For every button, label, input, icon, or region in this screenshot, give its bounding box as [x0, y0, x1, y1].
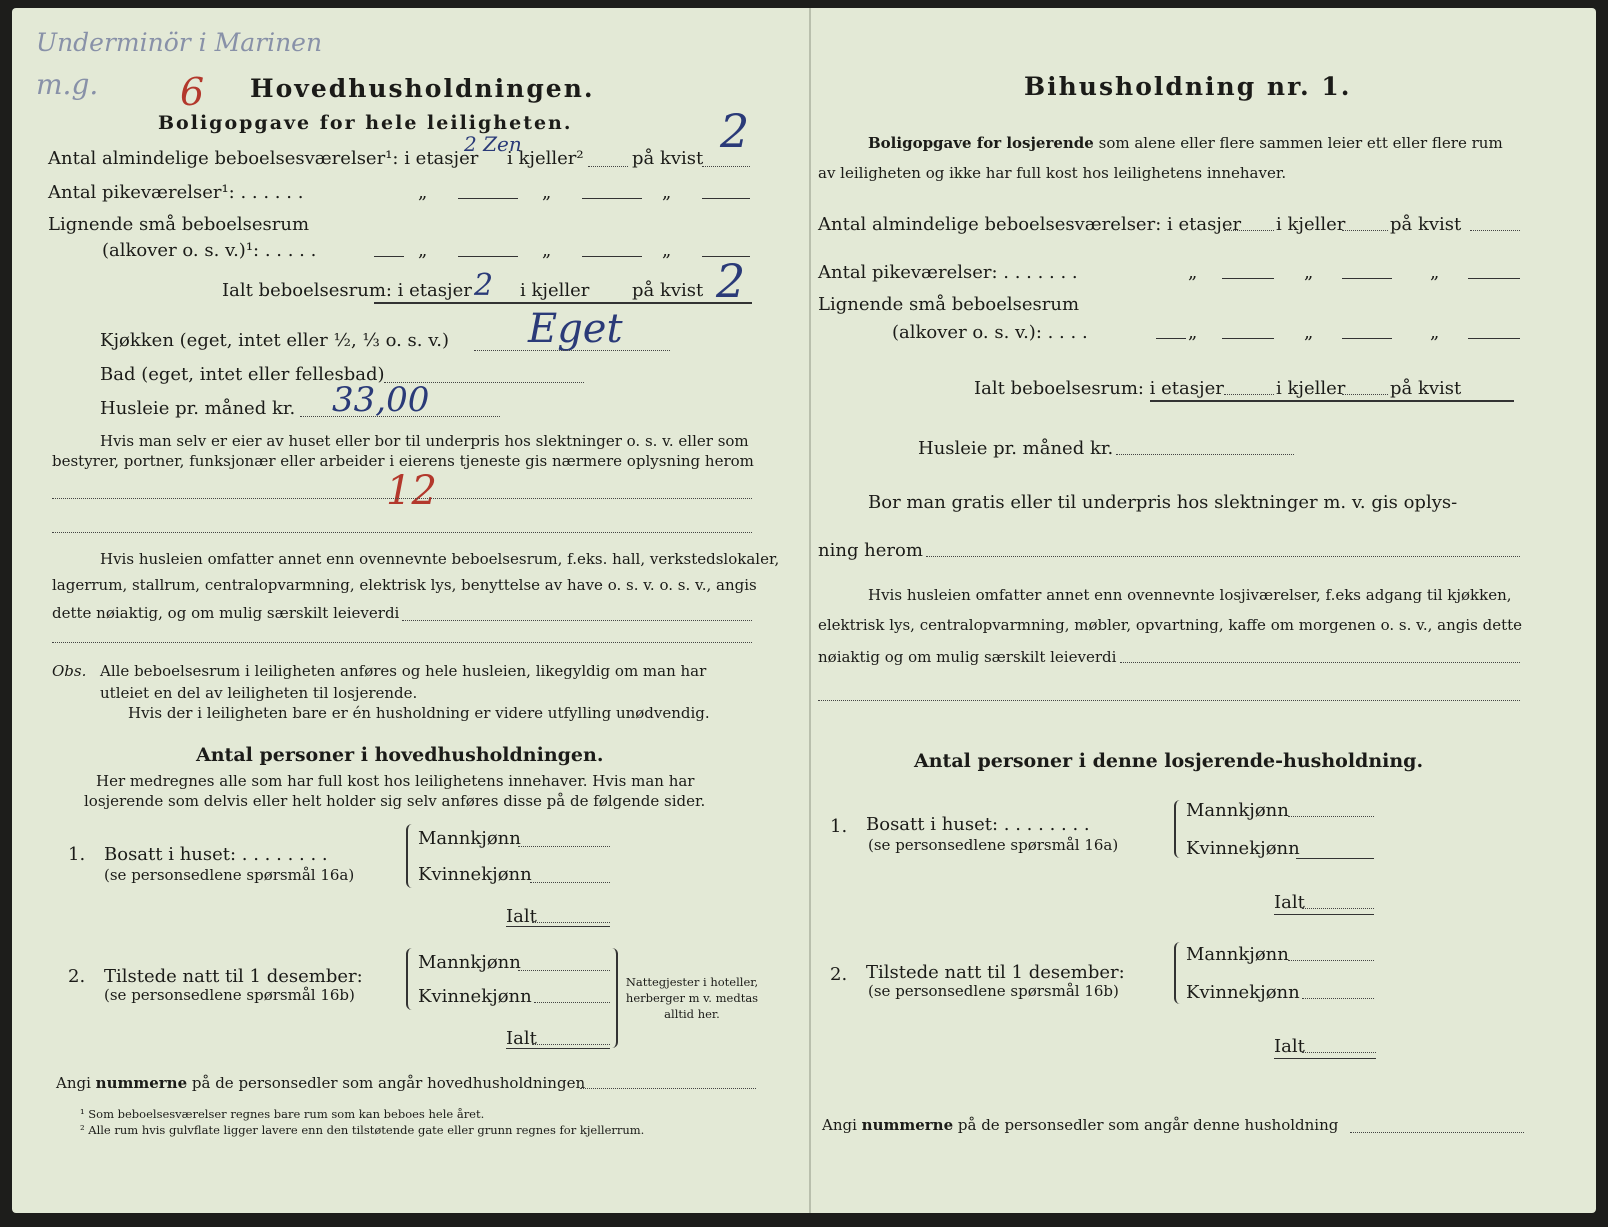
r-present-sublabel: (se personsedlene spørsmål 16b) [868, 982, 1119, 1000]
present-label: Tilstede natt til 1 desember: [104, 966, 363, 987]
r-resident-sublabel: (se personsedlene spørsmål 16a) [868, 836, 1119, 854]
resident-label: Bosatt i huset: . . . . . . . . [104, 844, 328, 865]
r-resident-female-label: Kvinnekjønn [1186, 838, 1300, 859]
handwritten-mark: m.g. [36, 68, 99, 101]
r-resident-label: Bosatt i huset: . . . . . . . . [866, 814, 1090, 835]
r-present-female-label: Kvinnekjønn [1186, 982, 1300, 1003]
obs-label: Obs. [52, 662, 87, 680]
resident-female-label: Kvinnekjønn [418, 864, 532, 885]
present-number: 2. [68, 966, 86, 987]
r-present-label: Tilstede natt til 1 desember: [866, 962, 1125, 983]
alcoves-label: (alkover o. s. v.)¹: . . . . . [102, 240, 317, 261]
handwritten-rent: 33,00 [332, 380, 430, 420]
r-total-cellar-label: i kjeller [1276, 378, 1346, 399]
kitchen-label: Kjøkken (eget, intet eller ½, ⅓ o. s. v.) [100, 330, 449, 351]
r-small-rooms-label: Lignende små beboelsesrum [818, 294, 1080, 315]
obs-line3: Hvis der i leiligheten bare er én husholdning er videre utfylling unødvendig. [128, 704, 710, 722]
r-persons-heading: Antal personer i denne losjerende-husholdning. [914, 750, 1424, 772]
footnote-2: ² Alle rum hvis gulvflate ligger lavere enn den tilstøtende gate eller grunn regnes for kjellerrum. [80, 1123, 645, 1137]
owner-note-line1: Hvis man selv er eier av huset eller bor til underpris hos slektninger o. s. v. eller som [100, 432, 749, 450]
owner-note-line2: bestyrer, portner, funksjonær eller arbeider i eierens tjeneste gis nærmere oplysning herom [52, 452, 754, 470]
r-rooms-cellar-label: i kjeller [1276, 214, 1346, 235]
rent-includes-line3: dette nøiaktig, og om mulig særskilt leieverdi [52, 604, 400, 622]
obs-line2: utleiet en del av leiligheten til losjerende. [100, 684, 418, 702]
r-present-male-label: Mannkjønn [1186, 944, 1289, 965]
bath-label: Bad (eget, intet eller fellesbad) [100, 364, 385, 385]
footnote-1: ¹ Som beboelsesværelser regnes bare rum som kan beboes hele året. [80, 1107, 485, 1121]
r-present-total-label: Ialt [1274, 1036, 1305, 1057]
persons-note-line1: Her medregnes alle som har full kost hos leilighetens innehaver. Hvis man har [96, 772, 695, 790]
total-cellar-label: i kjeller [520, 280, 590, 301]
handwritten-number-red: 6 [180, 70, 205, 114]
census-form-sheet: Underminör i Marinen m.g. 6 Hovedhusholdningen. Boligopgave for hele leiligheten. 2 Antal almindelige beboelsesværelser¹: i etasjer 2 Zen i kjeller² på kvist Antal pikeværelser¹: . . . . . . „ „ „ Lignende små beboelsesrum (alkover o. s. v.)¹: . . . . . „ „ „ Ialt beboelsesrum: i etasjer 2 i kjeller på kvist 2 Kjøkken (eget, intet eller ½, ⅓ o. s. v.) Eget Bad (eget, intet eller fellesbad) Husleie pr. måned kr. 33,00 Hvis man selv er eier av huset eller bor til underpris hos slektninger o. s. v. eller som bestyrer, portner, funksjonær eller arbeider i eierens tjeneste gis nærmere oplysning herom 12 Hvis husleien omfatter annet enn ovennevnte beboelsesrum, f.eks. hall, verkstedslokaler, lagerrum, stallrum, centralopvarmning, elektrisk lys, benyttelse av have o. s. v. o. s. v., angis dette nøiaktig, og om mulig særskilt leieverdi Obs. Alle beboelsesrum i leiligheten anføres og hele husleien, likegyldig om man har utleiet en del av leiligheten til losjerende. Hvis der i leiligheten bare er én husholdning er videre utfylling unødvendig. Antal personer i hovedhusholdningen. Her medregnes alle som har full kost hos leilighetens innehaver. Hvis man har losjerende som delvis eller helt holder sig selv anføres disse på de følgende sider. 1. Bosatt i huset: . . . . . . . . (se personsedlene spørsmål 16a) Mannkjønn Kvinnekjønn Ialt 2. Tilstede natt til 1 desember: (se personsedlene spørsmål 16b) Mannkjønn Kvinnekjønn Ialt Nattegjester i hoteller, herberger m v. medtas alltid her. Angi nummerne på de personsedler som angår hovedhusholdningen ¹ Som beboelsesværelser regnes bare rum som kan beboes hele året. ² Alle rum hvis gulvflate ligger lavere enn den tilstøtende gate eller grunn regnes for kjellerrum. Bihusholdning nr. 1. Boligopgave for losjerende som alene eller flere sammen leier ett eller flere rum av leiligheten og ikke har full kost hos leilighetens innehaver. Antal almindelige beboelsesværelser: i etasjer i kjeller på kvist Antal pikeværelser: . . . . . . . „ „ „ Lignende små beboelsesrum (alkover o. s. v.): . . . . „ „ „ Ialt beboelsesrum: i etasjer i kjeller på kvist Husleie pr. måned kr. Bor man gratis eller til underpris hos slektninger m. v. gis oplys- ning herom Hvis husleien omfatter annet enn ovennevnte losjiværelser, f.eks adgang til kjøkken, elektrisk lys, centralopvarmning, møbler, opvartning, kaffe om morgenen o. s. v., angis dette nøiaktig og om mulig særskilt leieverdi Antal personer i denne losjerende-husholdning. 1. Bosatt i huset: . . . . . . . . (se personsedlene spørsmål 16a) Mannkjønn Kvinnekjønn Ialt 2. Tilstede natt til 1 desember: (se personsedlene spørsmål 16b) Mannkjønn Kvinnekjønn Ialt Angi nummerne på de personsedler som angår denne husholdning [12, 8, 1596, 1213]
r-maid-rooms-label: Antal pikeværelser: . . . . . . . [818, 262, 1078, 283]
r-rooms-attic-label: på kvist [1390, 214, 1462, 235]
r-present-number: 2. [830, 964, 848, 985]
handwritten-owner-note: 12 [386, 468, 437, 514]
r-rooms-ordinary-label: Antal almindelige beboelsesværelser: i etasjer [818, 214, 1242, 235]
handwritten-total-margin: 2 [720, 104, 750, 158]
handwritten-kitchen: Eget [528, 306, 623, 352]
r-resident-male-label: Mannkjønn [1186, 800, 1289, 821]
handwritten-note-top: Underminör i Marinen [36, 28, 323, 57]
r-total-attic-label: på kvist [1390, 378, 1462, 399]
rooms-ordinary-label: Antal almindelige beboelsesværelser¹: i etasjer [48, 148, 479, 169]
maid-rooms-label: Antal pikeværelser¹: . . . . . . [48, 182, 304, 203]
r-alcoves-label: (alkover o. s. v.): . . . . [892, 322, 1088, 343]
present-total-label: Ialt [506, 1028, 537, 1049]
handwritten-total-floor: 2 [474, 268, 494, 303]
r-includes-line1: Hvis husleien omfatter annet enn ovennevnte losjiværelser, f.eks adgang til kjøkken, [868, 586, 1512, 604]
persons-heading: Antal personer i hovedhusholdningen. [196, 744, 604, 766]
rent-includes-line1: Hvis husleien omfatter annet enn ovennevnte beboelsesrum, f.eks. hall, verkstedslokaler, [100, 550, 780, 568]
r-resident-total-label: Ialt [1274, 892, 1305, 913]
lodger-intro-line1: Boligopgave for losjerende som alene eller flere sammen leier ett eller flere rum [868, 134, 1503, 152]
persons-note-line2: losjerende som delvis eller helt holder sig selv anføres disse på de følgende sider. [84, 792, 706, 810]
handwritten-floor-value: 2 Zen [464, 132, 522, 156]
r-includes-line2: elektrisk lys, centralopvarmning, møbler, opvartning, kaffe om morgenen o. s. v., angis dette [818, 616, 1523, 634]
r-total-rooms-label: Ialt beboelsesrum: i etasjer [974, 378, 1224, 399]
rent-label: Husleie pr. måned kr. [100, 398, 296, 419]
total-attic-label: på kvist [632, 280, 704, 301]
total-rooms-label: Ialt beboelsesrum: i etasjer [222, 280, 472, 301]
numbers-label: Angi nummerne på de personsedler som angår hovedhusholdningen [56, 1074, 586, 1092]
obs-line1: Alle beboelsesrum i leiligheten anføres og hele husleien, likegyldig om man har [100, 662, 707, 680]
present-male-label: Mannkjønn [418, 952, 521, 973]
r-rent-label: Husleie pr. måned kr. [918, 438, 1114, 459]
main-household-title: Hovedhusholdningen. [250, 74, 595, 103]
r-numbers-label: Angi nummerne på de personsedler som angår denne husholdning [822, 1116, 1339, 1134]
r-relatives-line2: ning herom [818, 540, 923, 561]
present-sublabel: (se personsedlene spørsmål 16b) [104, 986, 355, 1004]
rooms-attic-label: på kvist [632, 148, 704, 169]
resident-sublabel: (se personsedlene spørsmål 16a) [104, 866, 355, 884]
handwritten-total-attic: 2 [716, 254, 746, 308]
r-relatives-line1: Bor man gratis eller til underpris hos slektninger m. v. gis oplys- [868, 492, 1458, 513]
present-female-label: Kvinnekjønn [418, 986, 532, 1007]
rooms-cellar-label: i kjeller² [507, 148, 584, 169]
page-fold [809, 8, 811, 1213]
resident-total-label: Ialt [506, 906, 537, 927]
resident-male-label: Mannkjønn [418, 828, 521, 849]
sub-household-title: Bihusholdning nr. 1. [1024, 72, 1352, 101]
r-resident-number: 1. [830, 816, 848, 837]
small-rooms-label: Lignende små beboelsesrum [48, 214, 310, 235]
lodger-intro-line2: av leiligheten og ikke har full kost hos leilighetens innehaver. [818, 164, 1287, 182]
housing-subtitle: Boligopgave for hele leiligheten. [158, 112, 573, 134]
night-guests-note: Nattegjester i hoteller, herberger m v. medtas alltid her. [625, 975, 759, 1022]
resident-number: 1. [68, 844, 86, 865]
r-includes-line3: nøiaktig og om mulig særskilt leieverdi [818, 648, 1117, 666]
rent-includes-line2: lagerrum, stallrum, centralopvarmning, elektrisk lys, benyttelse av have o. s. v. o. s. v., angis [52, 576, 757, 594]
